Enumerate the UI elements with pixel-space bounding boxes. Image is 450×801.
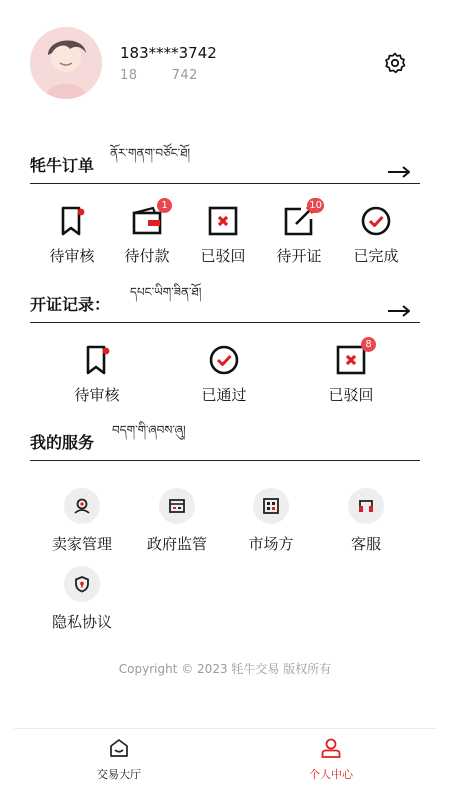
order-pending-payment[interactable]	[112, 200, 182, 266]
service-government-supervision-label: 政府监管	[146, 535, 207, 553]
seller-icon	[64, 488, 100, 524]
tab-trade-hall-label: 交易大厅	[97, 768, 141, 781]
bottom-tab-bar	[14, 728, 436, 801]
orders-arrow-right-icon[interactable]	[388, 166, 410, 178]
profile-header	[0, 0, 450, 120]
service-privacy-agreement-label: 隐私协议	[51, 613, 112, 631]
phone-number: 183****3742	[120, 44, 217, 62]
certificate-rejected-label: 已驳回	[328, 386, 374, 404]
bookmark-icon	[56, 205, 88, 237]
order-rejected[interactable]	[188, 205, 258, 266]
orders-divider	[30, 183, 420, 185]
check-circle-icon	[360, 205, 392, 237]
certificates-arrow-right-icon[interactable]	[388, 305, 410, 317]
check-circle-icon	[208, 344, 240, 376]
certificate-pending-review[interactable]	[62, 344, 132, 405]
avatar-illustration	[30, 27, 102, 99]
orders-section-header	[30, 146, 420, 184]
rejected-box-icon	[335, 339, 372, 376]
service-customer-service-label: 客服	[350, 535, 381, 553]
wallet-icon	[131, 200, 168, 237]
order-pending-review-label: 待审核	[49, 247, 95, 265]
service-government-supervision[interactable]	[132, 488, 222, 554]
services-tibetan-title: བདག་གི་ཞབས་ཞུ།	[112, 423, 186, 437]
service-customer-service[interactable]	[321, 488, 411, 554]
privacy-shield-icon	[64, 566, 100, 602]
service-market-label: 市场方	[248, 535, 294, 553]
services-section-header	[30, 423, 420, 461]
market-icon	[253, 488, 289, 524]
trade-hall-icon	[108, 737, 130, 759]
certificates-title: 开证记录：	[30, 295, 111, 314]
order-pending-review[interactable]	[37, 205, 107, 266]
tab-trade-hall[interactable]	[64, 737, 174, 782]
certificates-section-header	[30, 285, 420, 323]
tab-personal-center[interactable]	[276, 737, 386, 782]
order-pending-certificate[interactable]	[264, 200, 334, 266]
phone-number-secondary: 18 742	[120, 68, 198, 83]
certificate-badge: 10	[309, 200, 322, 211]
services-divider	[30, 460, 420, 462]
certificates-divider	[30, 322, 420, 324]
person-icon	[320, 737, 342, 759]
order-completed[interactable]	[341, 205, 411, 266]
service-seller-management-label: 卖家管理	[51, 535, 112, 553]
tab-personal-center-label: 个人中心	[309, 768, 353, 781]
rejected-box-icon	[207, 205, 239, 237]
service-seller-management[interactable]	[37, 488, 127, 554]
customer-service-icon	[348, 488, 384, 524]
certificates-tibetan-title: དཔང་ཡིག་ཟིན་ཐོ།	[130, 285, 202, 299]
order-completed-label: 已完成	[353, 247, 399, 265]
certificate-rejected[interactable]	[316, 339, 386, 405]
bookmark-icon	[81, 344, 113, 376]
orders-title: 牦牛订单	[30, 156, 95, 175]
service-privacy-agreement[interactable]	[37, 566, 127, 632]
edit-certificate-icon	[283, 200, 322, 237]
certificate-pending-review-label: 待审核	[74, 386, 120, 404]
certificate-approved-label: 已通过	[201, 386, 247, 404]
order-rejected-label: 已驳回	[200, 247, 246, 265]
certificate-approved[interactable]	[189, 344, 259, 405]
government-icon	[159, 488, 195, 524]
services-title: 我的服务	[30, 433, 95, 452]
service-market[interactable]	[226, 488, 316, 554]
copyright-text: Copyright © 2023 牦牛交易 版权所有	[118, 662, 332, 676]
payment-badge: 1	[157, 198, 172, 213]
order-pending-payment-label: 待付款	[124, 247, 170, 265]
orders-tibetan-title: ནོར་གནག་བཙོང་ཐོ།	[110, 146, 191, 160]
avatar[interactable]	[30, 27, 102, 99]
certificate-rejected-badge: 8	[361, 337, 376, 352]
settings-gear-icon[interactable]	[383, 51, 407, 75]
order-pending-certificate-label: 待开证	[276, 247, 322, 265]
